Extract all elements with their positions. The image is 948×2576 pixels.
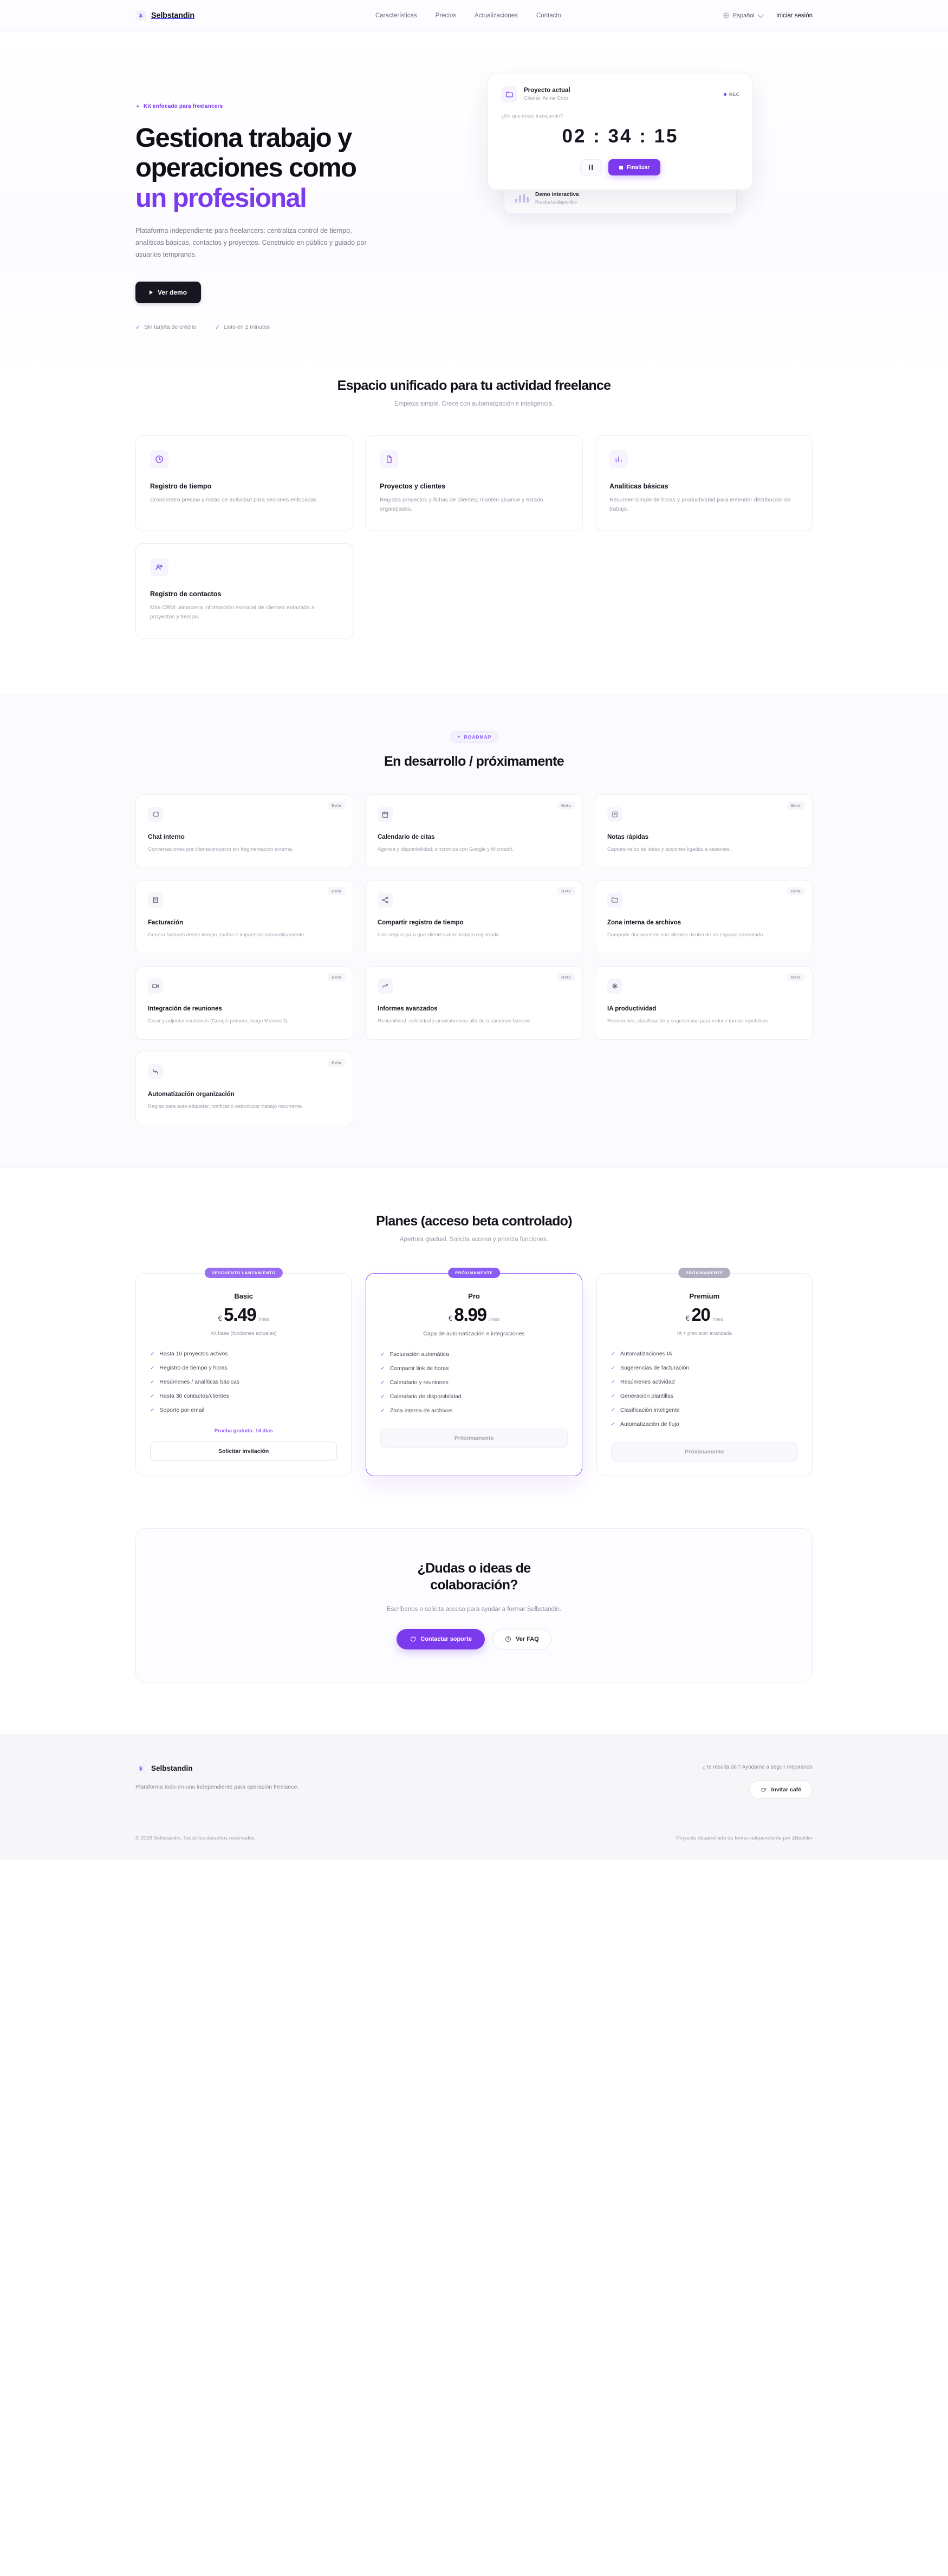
roadmap-card-badge: Beta	[557, 801, 575, 810]
roadmap-card-chat[interactable]	[135, 794, 353, 868]
check-icon: ✓	[150, 1407, 155, 1413]
sparkle-icon	[457, 735, 461, 739]
nav-link-updates[interactable]: Actualizaciones	[475, 12, 518, 19]
footer-bottom	[135, 1823, 813, 1841]
roadmap-card-calendar[interactable]	[365, 794, 583, 868]
plan-feature: ✓ Sugerencias de facturación	[611, 1365, 690, 1371]
plan-name-basic: Basic	[234, 1292, 254, 1300]
footer-brand-name: Selbstandin	[151, 1764, 193, 1772]
roadmap-title: En desarrollo / próximamente	[384, 754, 564, 769]
plan-feature: ✓ Facturación automática	[380, 1351, 449, 1358]
roadmap-card-title: Notas rápidas	[607, 834, 649, 841]
feature-card-text: Resumen simple de horas y productividad para entender distribución de trabajo.	[609, 497, 791, 513]
nav-link-contact[interactable]: Contacto	[536, 12, 561, 19]
footer-top	[135, 1763, 813, 1799]
play-icon	[150, 290, 153, 295]
roadmap-card-text: Reglas para auto-etiquetar, notificar o estructurar trabajo recurrente.	[148, 1103, 303, 1110]
roadmap-card-badge: Beta	[557, 973, 575, 981]
language-selector[interactable]	[723, 12, 762, 19]
hero-actions	[135, 282, 460, 303]
recording-badge	[724, 92, 739, 97]
sparkle-icon	[607, 979, 622, 994]
feature-card-contacts[interactable]	[135, 543, 353, 639]
roadmap-card-badge: Beta	[328, 801, 345, 810]
roadmap-card-reports[interactable]	[365, 966, 583, 1040]
nav-right	[723, 12, 813, 19]
hero-title-accent: un profesional	[135, 183, 307, 213]
invoice-icon	[148, 892, 163, 908]
automation-icon	[148, 1064, 163, 1079]
feature-card-projects-clients[interactable]	[365, 435, 583, 531]
view-demo-button[interactable]	[135, 282, 201, 303]
record-dot-icon	[724, 93, 726, 96]
pause-icon	[589, 165, 593, 170]
contact-support-button[interactable]	[397, 1629, 485, 1649]
language-label: Español	[733, 12, 755, 19]
roadmap-badge	[450, 731, 499, 743]
brand-name: Selbstandin	[151, 11, 194, 20]
check-icon: ✓	[215, 324, 220, 331]
spark-logo-icon	[135, 1763, 146, 1774]
globe-icon	[723, 12, 730, 19]
plan-feature: ✓ Compartir link de horas	[380, 1365, 449, 1372]
plan-currency: €	[218, 1314, 223, 1322]
roadmap-card-text: Rentabilidad, velocidad y previsión más allá de resúmenes básicos.	[378, 1018, 532, 1024]
roadmap-card-title: IA productividad	[607, 1005, 657, 1012]
plan-badge-premium: PRÓXIMAMENTE	[679, 1268, 731, 1278]
timer-actions	[501, 159, 739, 175]
hero-visual	[488, 65, 813, 378]
plan-feature: ✓ Automatización de flujo	[611, 1421, 679, 1427]
plan-badge-pro: PRÓXIMAMENTE	[448, 1268, 500, 1278]
folder-icon	[607, 892, 622, 908]
plan-period: /mes	[712, 1316, 724, 1322]
features-section	[0, 378, 948, 638]
check-icon: ✓	[380, 1394, 385, 1400]
timer-display: 02 : 34 : 15	[562, 126, 679, 147]
plan-feature-list-pro	[380, 1351, 567, 1414]
plan-price-basic	[150, 1305, 337, 1325]
check-icon: ✓	[150, 1379, 155, 1385]
roadmap-card-badge: Beta	[328, 973, 345, 981]
cta-title-line2: colaboración?	[430, 1577, 518, 1593]
roadmap-grid	[135, 794, 813, 1125]
roadmap-card-text: Link seguro para que clientes vean trabajo registrado.	[378, 932, 501, 938]
plan-feature: ✓ Soporte por email	[150, 1407, 205, 1413]
plan-feature-list-premium	[611, 1351, 798, 1428]
plan-card-pro	[366, 1270, 582, 1476]
roadmap-card-title: Facturación	[148, 919, 184, 927]
feature-card-text: Cronómetro preciso y notas de actividad para sesiones enfocadas.	[150, 497, 319, 503]
roadmap-card-text: Comparte documentos con clientes dentro de un espacio controlado.	[607, 932, 764, 938]
roadmap-card-share-time[interactable]	[365, 880, 583, 954]
roadmap-card-text: Agenda y disponibilidad; sincroniza con Google y Microsoft.	[378, 846, 514, 853]
plan-feature: ✓ Clasificación inteligente	[611, 1407, 680, 1413]
coming-soon-button-pro: Próximamente	[380, 1429, 567, 1448]
plan-name-premium: Premium	[689, 1292, 720, 1300]
plan-name-pro: Pro	[468, 1292, 480, 1300]
plan-period: /mes	[258, 1316, 270, 1322]
feature-card-time-tracking[interactable]	[135, 435, 353, 531]
roadmap-badge-label: ROADMAP	[464, 734, 492, 740]
nav-link-features[interactable]: Características	[375, 12, 417, 19]
page-title	[135, 123, 460, 213]
check-icon: ✓	[380, 1408, 385, 1414]
plan-badge-basic: DESCUENTO LANZAMIENTO	[205, 1268, 283, 1278]
footer-credit: Proyecto desarrollado de forma independiente por @builder	[676, 1835, 813, 1841]
roadmap-card-badge: Beta	[328, 887, 345, 895]
roadmap-card-text: Resúmenes, clasificación y sugerencias para reducir tareas repetitivas.	[607, 1018, 770, 1024]
demo-card-title: Demo interactiva	[535, 192, 579, 198]
roadmap-card-title: Informes avanzados	[378, 1005, 438, 1012]
footer-left	[135, 1763, 417, 1799]
plan-card-basic	[135, 1270, 352, 1476]
check-icon: ✓	[150, 1351, 155, 1357]
check-icon: ✓	[380, 1366, 385, 1372]
plan-feature: ✓ Automatizaciones IA	[611, 1351, 672, 1357]
hero-check-1	[135, 324, 197, 331]
plan-period: /mes	[489, 1316, 500, 1322]
cta-title	[158, 1560, 790, 1594]
plan-feature: ✓ Hasta 10 proyectos activos	[150, 1351, 228, 1357]
check-icon: ✓	[150, 1365, 155, 1371]
plan-currency: €	[448, 1314, 453, 1322]
feature-card-title: Analíticas básicas	[609, 482, 668, 490]
footer-description: Plataforma todo-en-uno independiente para operación freelance.	[135, 1783, 299, 1790]
features-subtitle: Empieza simple. Crece con automatización e inteligencia.	[394, 401, 554, 407]
plan-feature: ✓ Registro de tiempo y horas	[150, 1365, 228, 1371]
plan-feature: ✓ Calendario de disponibilidad	[380, 1393, 462, 1400]
share-icon	[378, 892, 393, 908]
plan-price-premium	[611, 1305, 798, 1325]
contact-cta-box	[135, 1528, 813, 1682]
roadmap-card-meetings[interactable]	[135, 966, 353, 1040]
roadmap-card-title: Zona interna de archivos	[607, 919, 681, 927]
plan-note-basic: Kit base (funciones actuales)	[210, 1331, 277, 1336]
plan-amount: 20	[691, 1305, 710, 1325]
roadmap-card-badge: Beta	[328, 1059, 345, 1067]
plan-feature: ✓ Hasta 30 contactos/clientes	[150, 1393, 229, 1399]
recording-label: REC	[729, 92, 739, 97]
check-icon: ✓	[380, 1380, 385, 1386]
features-title: Espacio unificado para tu actividad freelance	[337, 378, 611, 393]
roadmap-card-text: Genera facturas desde tiempo, tarifas e impuestos automáticamente.	[148, 932, 306, 938]
plan-currency: €	[685, 1314, 690, 1322]
hero-copy	[135, 65, 460, 378]
footer-brand[interactable]	[135, 1763, 417, 1774]
roadmap-card-notes[interactable]	[595, 794, 813, 868]
check-icon: ✓	[611, 1379, 616, 1385]
feature-card-title: Registro de tiempo	[150, 482, 212, 490]
check-icon: ✓	[380, 1352, 385, 1358]
buy-coffee-button[interactable]	[749, 1781, 813, 1799]
roadmap-card-badge: Beta	[787, 801, 804, 810]
plan-amount: 8.99	[454, 1305, 486, 1325]
roadmap-section	[0, 695, 948, 1168]
folder-icon	[501, 86, 517, 102]
sparkle-icon	[135, 104, 140, 109]
stop-icon	[619, 166, 623, 169]
feature-card-title: Proyectos y clientes	[380, 482, 445, 490]
document-icon	[380, 450, 398, 468]
roadmap-card-title: Automatización organización	[148, 1091, 235, 1098]
help-circle-icon	[505, 1636, 511, 1642]
pricing-title: Planes (acceso beta controlado)	[376, 1214, 572, 1229]
hero-subtitle: Plataforma independiente para freelancers: centraliza control de tiempo, analíticas básicas, contactos y proyectos. Construido en público y guiado por usuarios tempranos.	[135, 227, 367, 258]
check-icon: ✓	[150, 1393, 155, 1399]
roadmap-card-text: Captura veloz de ideas y acciones ligadas a sesiones.	[607, 846, 731, 853]
login-link[interactable]: Iniciar sesión	[776, 12, 813, 19]
check-icon: ✓	[611, 1365, 616, 1371]
features-grid	[135, 435, 813, 638]
nav-link-pricing[interactable]: Precios	[435, 12, 457, 19]
feature-card-title: Registro de contactos	[150, 590, 222, 598]
chat-bubble-icon	[410, 1636, 416, 1642]
finish-button[interactable]	[608, 159, 661, 175]
finish-label: Finalizar	[626, 164, 650, 171]
clock-icon	[150, 450, 168, 468]
contact-cta-section	[0, 1476, 948, 1682]
roadmap-card-badge: Beta	[787, 973, 804, 981]
timer-card	[488, 74, 753, 190]
plan-feature: ✓ Generación plantillas	[611, 1393, 674, 1399]
timer-project-title: Proyecto actual	[524, 87, 570, 94]
features-header	[135, 378, 813, 407]
trend-up-icon	[378, 979, 393, 994]
footer-right	[703, 1763, 813, 1799]
bar-chart-icon	[515, 194, 529, 203]
timer-card-header	[501, 86, 739, 102]
demo-card-subtitle: Prueba la disponible	[535, 199, 577, 205]
roadmap-card-invoicing[interactable]	[135, 880, 353, 954]
roadmap-card-files[interactable]	[595, 880, 813, 954]
plan-note-pro: Capa de automatización e integraciones	[423, 1331, 525, 1337]
contacts-icon	[150, 558, 168, 576]
check-icon: ✓	[611, 1421, 616, 1427]
pricing-subtitle: Apertura gradual. Solicita acceso y prioriza funciones.	[399, 1236, 549, 1243]
hero-checks	[135, 324, 460, 331]
plan-feature: ✓ Calendario y reuniones	[380, 1379, 449, 1386]
feature-card-analytics[interactable]	[595, 435, 813, 531]
plan-feature: ✓ Zona interna de archivos	[380, 1407, 453, 1414]
pricing-grid	[135, 1270, 813, 1476]
roadmap-card-ai-productivity[interactable]	[595, 966, 813, 1040]
footer	[0, 1734, 948, 1860]
roadmap-card-automation[interactable]	[135, 1052, 353, 1125]
feature-card-text: Mini CRM: almacena información esencial de clientes enlazada a proyectos y tiempo.	[150, 604, 315, 620]
calendar-icon	[378, 807, 393, 822]
plan-trial-basic: Prueba gratuita: 14 días	[214, 1428, 273, 1434]
plan-feature-list-basic	[150, 1351, 337, 1414]
top-navbar	[0, 0, 948, 31]
cta-actions	[158, 1629, 790, 1649]
chat-bubble-icon	[148, 807, 163, 822]
plan-feature: ✓ Resúmenes actividad	[611, 1379, 675, 1385]
hero-title-line2: operaciones como	[135, 153, 356, 183]
roadmap-header	[135, 731, 813, 769]
hero-check-1-label: Sin tarjeta de crédito	[144, 324, 197, 331]
pricing-section	[0, 1168, 948, 1476]
roadmap-card-text: Crear y adjuntar reuniones (Google primero, luego Microsoft).	[148, 1018, 289, 1024]
brand-logo[interactable]	[135, 10, 194, 21]
cta-title-line1: ¿Dudas o ideas de	[417, 1561, 531, 1576]
roadmap-card-badge: Beta	[787, 887, 804, 895]
hero-title-line1: Gestiona trabajo y	[135, 123, 352, 153]
request-invite-button[interactable]: Solicitar invitación	[150, 1442, 337, 1461]
roadmap-card-text: Conversaciones por cliente/proyecto sin fragmentación externa.	[148, 846, 294, 853]
footer-copyright: © 2026 Selbstandin. Todos los derechos reservados.	[135, 1835, 256, 1841]
chevron-down-icon	[758, 11, 764, 17]
roadmap-card-title: Compartir registro de tiempo	[378, 919, 464, 927]
plan-amount: 5.49	[224, 1305, 256, 1325]
roadmap-card-title: Chat interno	[148, 834, 185, 841]
pause-button[interactable]	[580, 159, 602, 175]
plan-note-premium: IA + previsión avanzada	[677, 1331, 732, 1336]
roadmap-card-badge: Beta	[557, 887, 575, 895]
plan-card-premium	[596, 1270, 813, 1476]
coffee-icon	[761, 1786, 767, 1793]
contact-support-label: Contactar soporte	[420, 1635, 472, 1642]
hero-eyebrow-label: Kit enfocado para freelancers	[144, 103, 223, 109]
roadmap-card-title: Calendario de citas	[378, 834, 435, 841]
view-faq-button[interactable]	[492, 1629, 551, 1649]
cta-subtitle: Escríbenos o solicita acceso para ayudar a formar Selbstandin.	[386, 1606, 562, 1613]
nav-links	[375, 12, 561, 19]
check-icon: ✓	[611, 1407, 616, 1413]
feature-card-text: Registra proyectos y fichas de clientes; mantén alcance y estado organizados.	[380, 497, 543, 513]
footer-support-text: ¿Te resulta útil? Ayúdame a seguir mejorando	[702, 1764, 813, 1770]
spark-logo-icon	[135, 10, 146, 21]
hero-check-2	[215, 324, 270, 331]
plan-feature: ✓ Resúmenes / analíticas básicas	[150, 1379, 240, 1385]
hero-check-2-label: Listo en 2 minutos	[223, 324, 270, 331]
check-icon: ✓	[611, 1351, 616, 1357]
check-icon: ✓	[135, 324, 141, 331]
timer-project-client: Cliente: Acme Corp	[524, 95, 568, 101]
buy-coffee-label: Invitar café	[771, 1786, 801, 1793]
hero-section	[0, 31, 948, 378]
bar-chart-icon	[609, 450, 628, 468]
video-icon	[148, 979, 163, 994]
note-icon	[607, 807, 622, 822]
plan-price-pro	[380, 1305, 567, 1325]
coming-soon-button-premium: Próximamente	[611, 1442, 798, 1462]
timer-question: ¿En qué estás trabajando?	[501, 113, 563, 119]
view-faq-label: Ver FAQ	[515, 1635, 539, 1642]
view-demo-label: Ver demo	[158, 288, 187, 296]
check-icon: ✓	[611, 1393, 616, 1399]
roadmap-card-title: Integración de reuniones	[148, 1005, 222, 1012]
hero-eyebrow	[135, 103, 223, 109]
